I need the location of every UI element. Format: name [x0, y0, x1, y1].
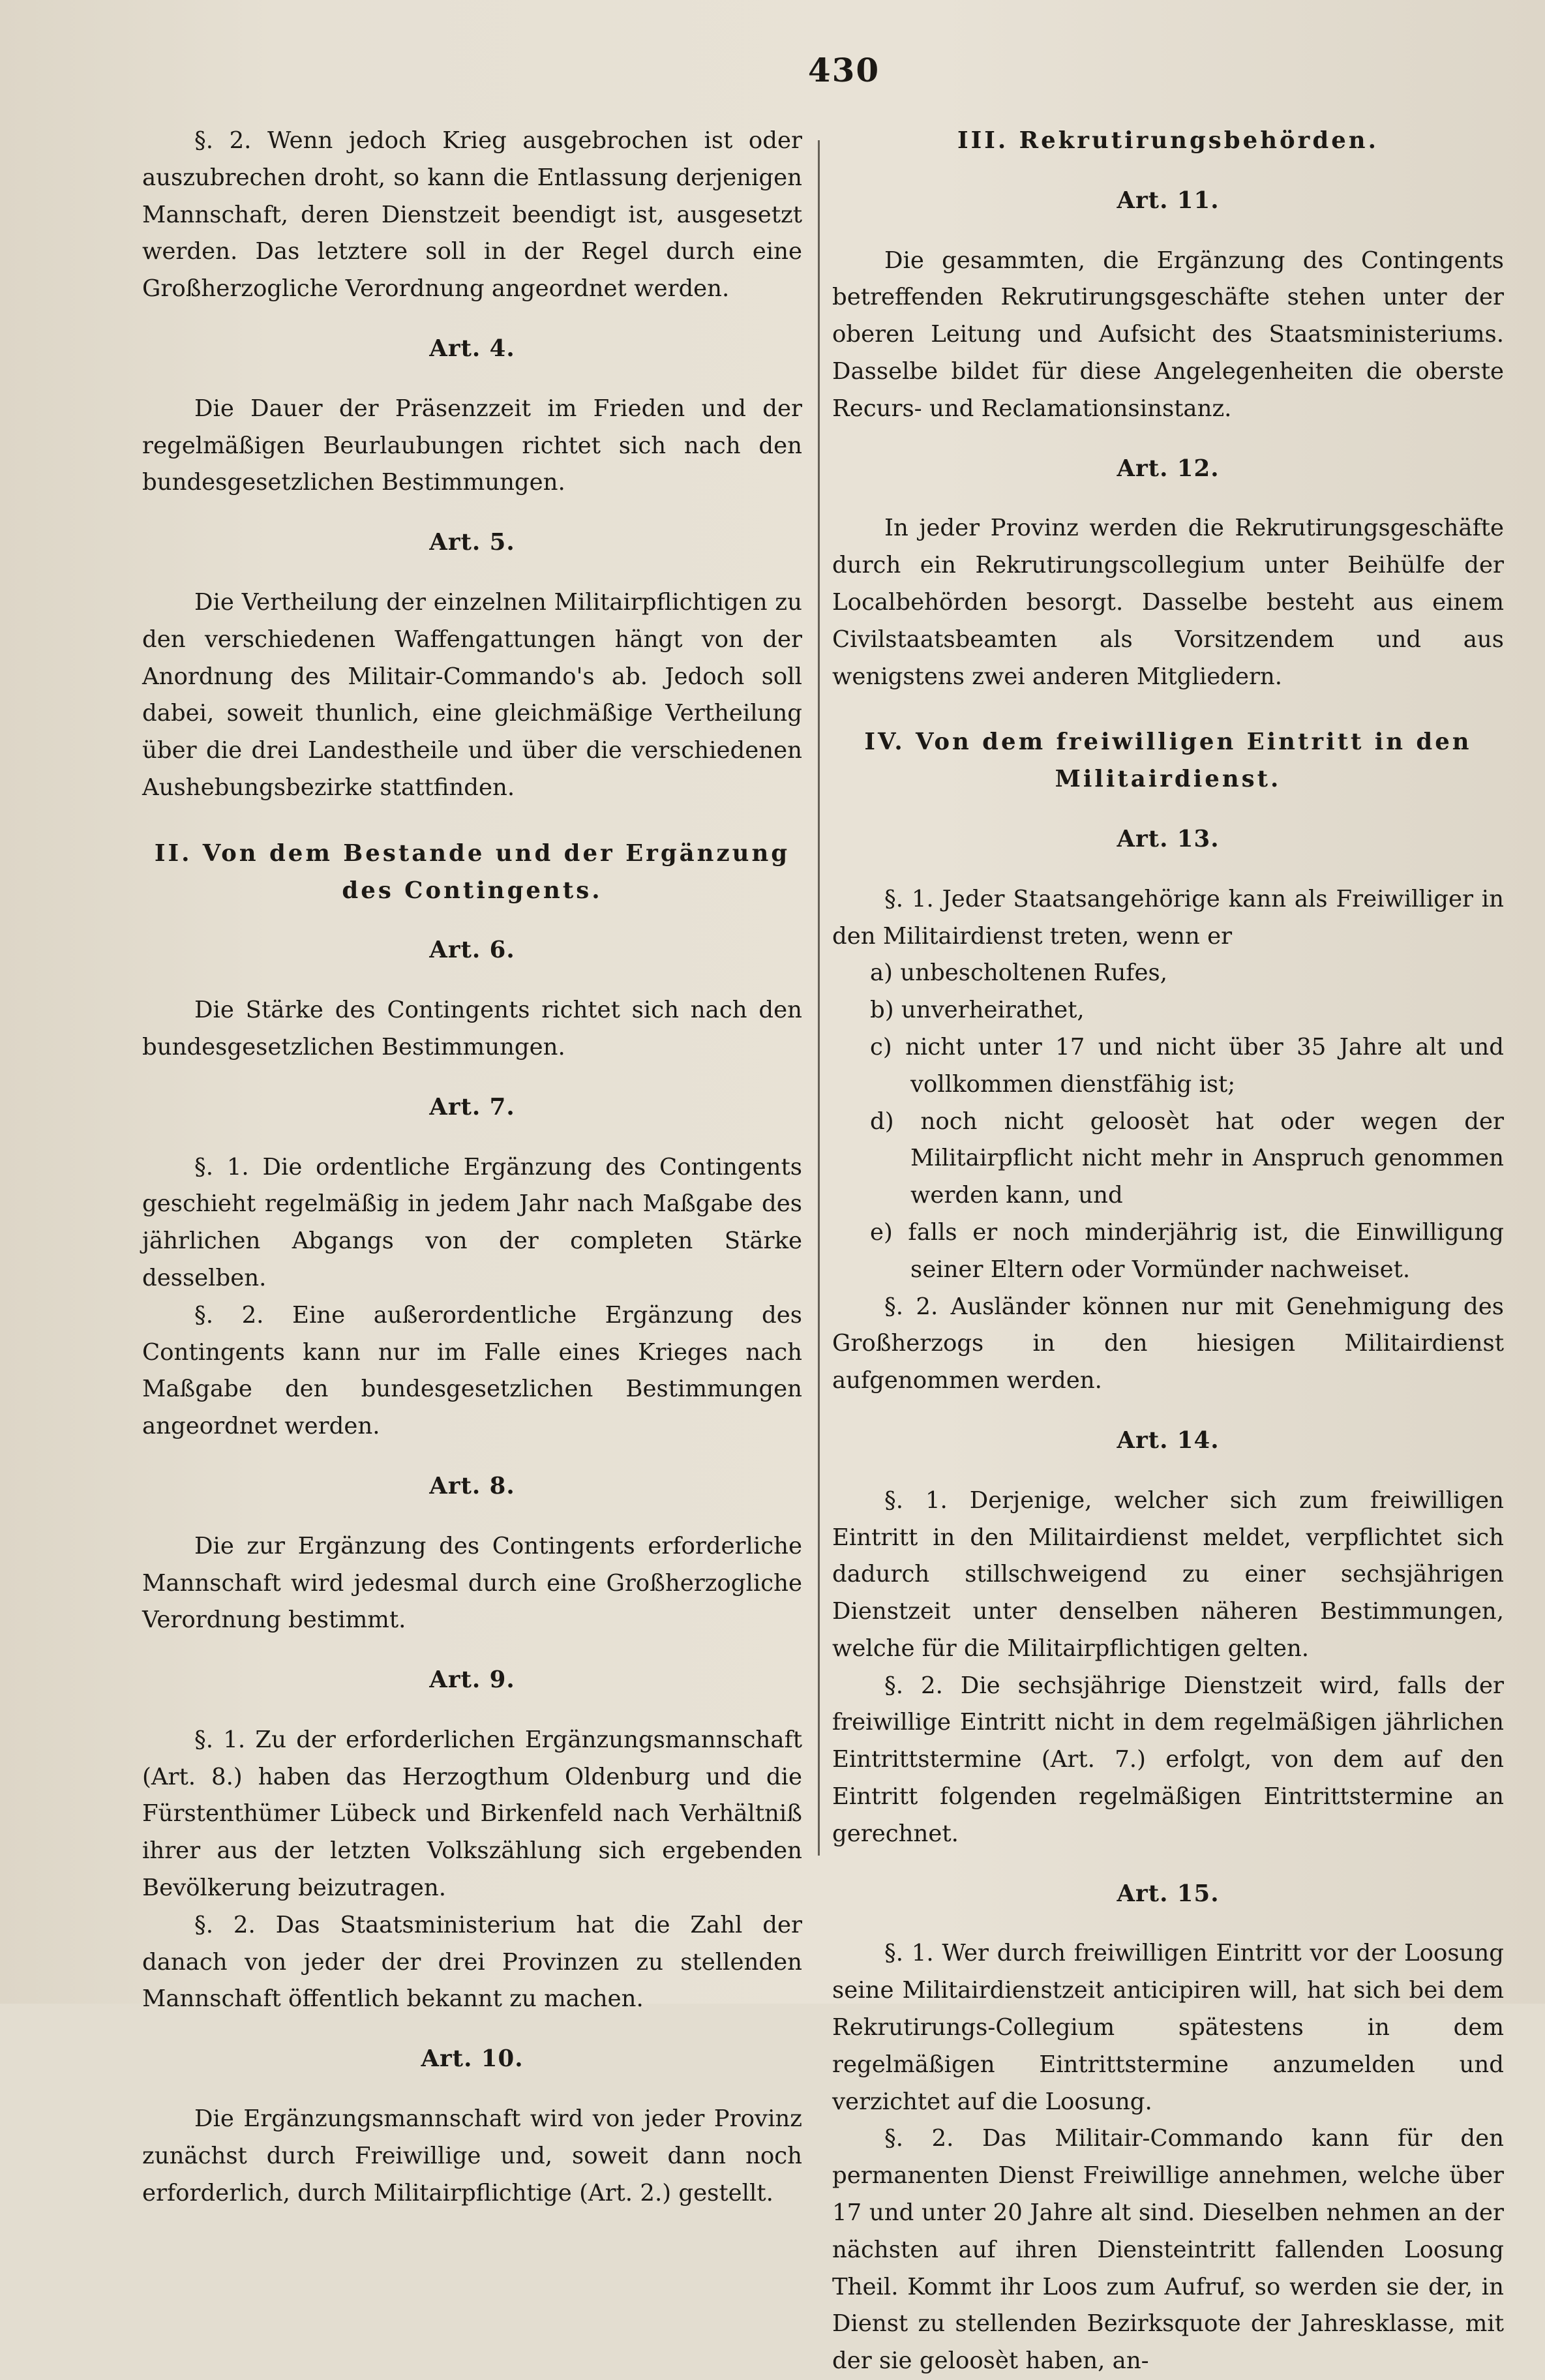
list-item: e) falls er noch minderjährig ist, die Einwilligung seiner Eltern oder Vormünder nachweiset.: [870, 1218, 1504, 1283]
article-heading: Art. 8.: [429, 1472, 515, 1499]
article-heading: Art. 11.: [1117, 187, 1220, 214]
article-heading: Art. 7.: [429, 1093, 515, 1121]
paragraph: §. 2. Wenn jedoch Krieg ausgebrochen ist oder auszubrechen droht, so kann die Entlassung derjenigen Mannschaft, deren Dienstzeit beendigt ist, ausgesetzt werden. Das letztere soll in der Regel durch eine Großherzogliche Verordnung angeordnet werden.: [142, 127, 802, 303]
list-item: a) unbescholtenen Rufes,: [870, 959, 1167, 987]
paragraph: Die Dauer der Präsenzzeit im Frieden und der regelmäßigen Beurlaubungen richtet sich nach den bundesgesetzlichen Bestimmungen.: [142, 395, 802, 496]
paragraph: §. 1. Zu der erforderlichen Ergänzungsmannschaft (Art. 8.) haben das Herzogthum Oldenburg und die Fürstenthümer Lübeck und Birkenfeld nach Verhältniß ihrer aus der letzten Volkszählung sich ergebenden Bevölkerung beizutragen.: [142, 1726, 802, 1902]
paragraph: §. 2. Das Militair-Commando kann für den permanenten Dienst Freiwillige annehmen, welche über 17 und unter 20 Jahre alt sind. Dieselben nehmen an der nächsten auf ihren Diensteintritt fallenden Loosung Theil. Kommt ihr Loos zum Aufruf, so werden sie der, in Dienst zu stellenden Bezirksquote der Jahresklasse, mit der sie geloosèt haben, an-: [832, 2125, 1504, 2375]
article-heading: Art. 13.: [1117, 825, 1220, 852]
paragraph: §. 2. Eine außerordentliche Ergänzung des Contingents kann nur im Falle eines Krieges nach Maßgabe den bundesgesetzlichen Bestimmungen angeordnet werden.: [142, 1301, 802, 1440]
paragraph: Die Stärke des Contingents richtet sich nach den bundesgesetzlichen Bestimmungen.: [142, 997, 802, 1061]
paragraph: In jeder Provinz werden die Rekrutirungsgeschäfte durch ein Rekrutirungscollegium unter Beihülfe der Localbehörden besorgt. Dasselbe besteht aus einem Civilstaatsbeamten als Vorsitzendem und aus wenigstens zwei anderen Mitgliedern.: [832, 515, 1504, 690]
list-item: b) unverheirathet,: [870, 997, 1085, 1024]
article-heading: Art. 5.: [429, 529, 515, 556]
paragraph: Die Ergänzungsmannschaft wird von jeder Provinz zunächst durch Freiwillige und, soweit dann noch erforderlich, durch Militairpflichtige (Art. 2.) gestellt.: [142, 2105, 802, 2207]
list-item: d) noch nicht geloosèt hat oder wegen der Militairpflicht nicht mehr in Anspruch genommen werden kann, und: [870, 1107, 1504, 1209]
section-heading: II. Von dem Bestande und der Ergänzung des Contingents.: [154, 839, 790, 904]
article-heading: Art. 15.: [1117, 1880, 1220, 1907]
paragraph: §. 1. Derjenige, welcher sich zum freiwilligen Eintritt in den Militairdienst meldet, verpflichtet sich dadurch stillschweigend zu einer sechsjährigen Dienstzeit unter denselben näheren Bestimmungen, welche für die Militairpflichtigen gelten.: [832, 1486, 1504, 1662]
paragraph: §. 2. Das Staatsministerium hat die Zahl der danach von jeder der drei Provinzen zu stellenden Mannschaft öffentlich bekannt zu machen.: [142, 1911, 802, 2013]
paragraph: §. 1. Wer durch freiwilligen Eintritt vor der Loosung seine Militairdienstzeit anticipiren will, hat sich bei dem Rekrutirungs-Collegium spätestens in dem regelmäßigen Eintrittstermine anzumelden und verzichtet auf die Loosung.: [832, 1940, 1504, 2115]
section-heading: III. Rekrutirungsbehörden.: [957, 127, 1379, 154]
article-heading: Art. 10.: [421, 2045, 524, 2073]
section-heading: IV. Von dem freiwilligen Eintritt in den Militairdienst.: [864, 729, 1472, 793]
paragraph: §. 2. Ausländer können nur mit Genehmigung des Großherzogs in den hiesigen Militairdienst aufgenommen werden.: [832, 1293, 1504, 1394]
paragraph: §. 2. Die sechsjährige Dienstzeit wird, falls der freiwillige Eintritt nicht in dem regelmäßigen jährlichen Eintrittstermine (Art. 7.) erfolgt, von dem auf den Eintritt folgenden regelmäßigen Eintrittstermine an gerechnet.: [832, 1672, 1504, 1847]
paragraph: §. 1. Die ordentliche Ergänzung des Contingents geschieht regelmäßig in jedem Jahr nach Maßgabe des jährlichen Abgangs von der completen Stärke desselben.: [142, 1153, 802, 1291]
paragraph: §. 1. Jeder Staatsangehörige kann als Freiwilliger in den Militairdienst treten, wenn er: [832, 885, 1504, 950]
article-heading: Art. 4.: [429, 335, 515, 362]
article-heading: Art. 12.: [1117, 455, 1220, 482]
left-column: [142, 123, 802, 2212]
list-item: c) nicht unter 17 und nicht über 35 Jahre alt und vollkommen dienstfähig ist;: [870, 1033, 1504, 1098]
article-heading: Art. 14.: [1117, 1426, 1220, 1454]
article-heading: Art. 9.: [429, 1666, 515, 1694]
column-divider: [818, 140, 820, 1856]
paragraph: Die zur Ergänzung des Contingents erforderliche Mannschaft wird jedesmal durch eine Großherzogliche Verordnung bestimmt.: [142, 1532, 802, 1634]
right-column: [832, 123, 1504, 2380]
paragraph: Die gesammten, die Ergänzung des Contingents betreffenden Rekrutirungsgeschäfte stehen unter der oberen Leitung und Aufsicht des Staatsministeriums. Dasselbe bildet für diese Angelegenheiten die oberste Recurs- und Reclamationsinstanz.: [832, 247, 1504, 422]
paragraph: Die Vertheilung der einzelnen Militairpflichtigen zu den verschiedenen Waffengattungen hängt von der Anordnung des Militair-Commando's ab. Jedoch soll dabei, soweit thunlich, eine gleichmäßige Vertheilung über die drei Landestheile und über die verschiedenen Aushebungsbezirke stattfinden.: [142, 588, 802, 801]
page-number: 430: [807, 51, 880, 89]
article-heading: Art. 6.: [429, 937, 515, 964]
